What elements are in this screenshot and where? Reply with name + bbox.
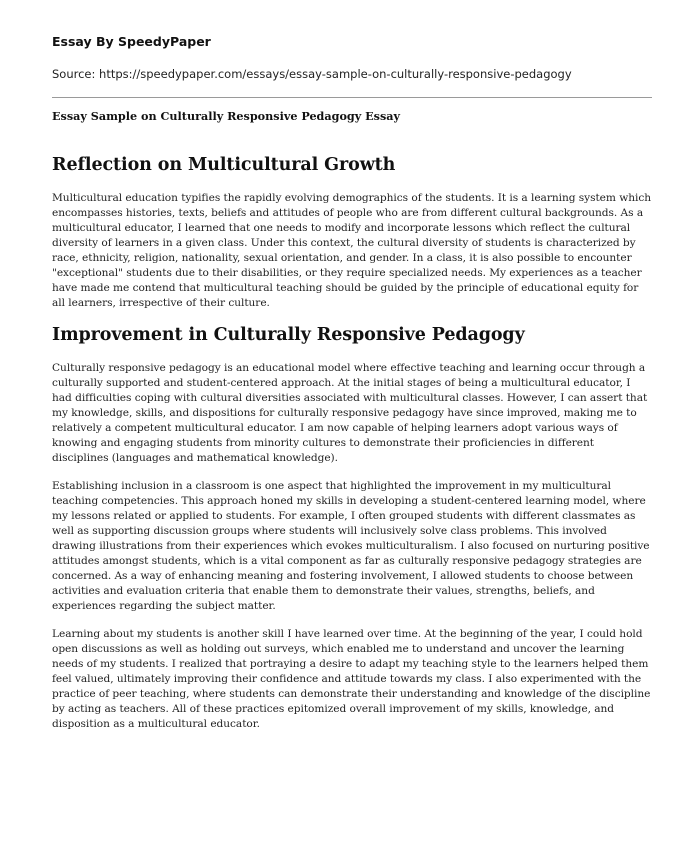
section-heading-improvement: Improvement in Culturally Responsive Pedagogy bbox=[52, 325, 525, 345]
source-line: Source: https://speedypaper.com/essays/essay-sample-on-culturally-responsive-pedagogy bbox=[52, 67, 572, 81]
paragraph: Multicultural education typifies the rapidly evolving demographics of the students. It is a learning system which encompasses histories, texts, beliefs and attitudes of people who are from different cultural backgrounds. As a multicultural educator, I learned that one needs to modify and incorporate lessons which reflect the cultural diversity of learners in a given class. Under this context, the cultural diversity of students is characterized by race, ethnicity, religion, nationality, sexual orientation, and gender. In a class, it is also possible to encounter "exceptional" students due to their disabilities, or they require specialized needs. My experiences as a teacher have made me contend that multicultural teaching should be guided by the principle of educational equity for all learners, irrespective of their culture. bbox=[52, 192, 652, 309]
section-heading-reflection: Reflection on Multicultural Growth bbox=[52, 155, 396, 175]
document-page bbox=[52, 34, 652, 745]
brand-title: Essay By SpeedyPaper bbox=[52, 34, 211, 49]
header-divider bbox=[52, 97, 652, 98]
essay-subtitle: Essay Sample on Culturally Responsive Pedagogy Essay bbox=[52, 109, 401, 123]
paragraph: Establishing inclusion in a classroom is one aspect that highlighted the improvement in my multicultural teaching competencies. This approach honed my skills in developing a student-centered learning model, where my lessons related or applied to students. For example, I often grouped students with different classmates as well as supporting discussion groups where students will inclusively solve class problems. This involved drawing illustrations from their experiences which evokes multiculturalism. I also focused on nurturing positive attitudes amongst students, which is a vital component as far as culturally responsive pedagogy strategies are concerned. As a way of enhancing meaning and fostering involvement, I allowed students to choose between activities and evaluation criteria that enable them to demonstrate their values, strengths, beliefs, and experiences regarding the subject matter. bbox=[52, 480, 650, 612]
paragraph: Learning about my students is another skill I have learned over time. At the beginning of the year, I could hold open discussions as well as holding out surveys, which enabled me to understand and uncover the learning needs of my students. I realized that portraying a desire to adapt my teaching style to the learners helped them feel valued, ultimately improving their confidence and attitude towards my class. I also experimented with the practice of peer teaching, where students can demonstrate their understanding and knowledge of the discipline by acting as teachers. All of these practices epitomized overall improvement of my skills, knowledge, and disposition as a multicultural educator. bbox=[52, 628, 651, 730]
paragraph: Culturally responsive pedagogy is an educational model where effective teaching and learning occur through a culturally supported and student-centered approach. At the initial stages of being a multicultural educator, I had difficulties coping with cultural diversities associated with multicultural classes. However, I can assert that my knowledge, skills, and dispositions for culturally responsive pedagogy have since improved, making me to relatively a competent multicultural educator. I am now capable of helping learners adopt various ways of knowing and engaging students from minority cultures to demonstrate their proficiencies in different disciplines (languages and mathematical knowledge). bbox=[52, 362, 648, 464]
